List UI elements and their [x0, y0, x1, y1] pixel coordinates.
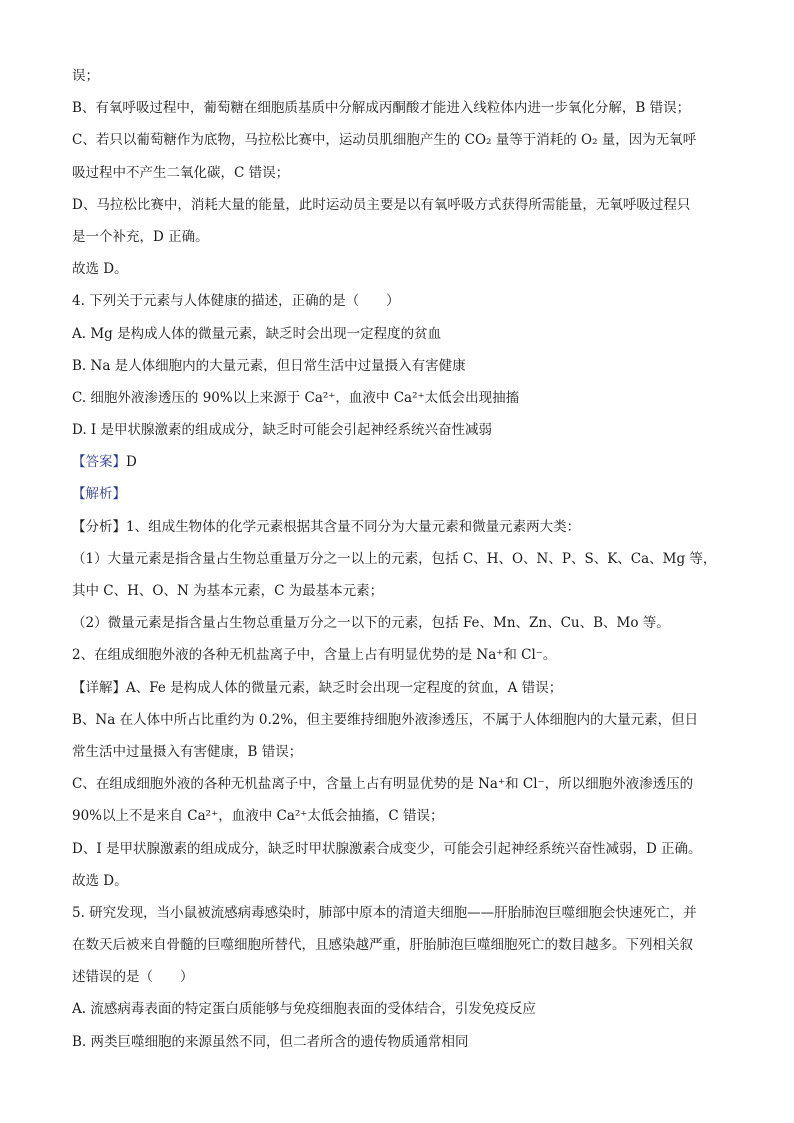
- question-5-stem-line2: 在数天后被来自骨髓的巨噬细胞所替代，且感染越严重，肝胎肺泡巨噬细胞死亡的数目越多。下列相关叙: [72, 937, 693, 954]
- question-5-option-a: A. 流感病毒表面的特定蛋白质能够与免疫细胞表面的受体结合，引发免疫反应: [72, 1001, 536, 1018]
- xiangjie-a: A、Fe 是构成人体的微量元素，缺乏时会出现一定程度的贫血，A 错误；: [126, 679, 563, 696]
- xiangjie-line-a: [72, 672, 722, 704]
- fenxi-line3: 其中 C、H、O、N 为基本元素，C 为最基本元素；: [72, 583, 384, 599]
- prev-option-d-line1: D、马拉松比赛中，消耗大量的能量，此时运动员主要是以有氧呼吸方式获得所需能量，无氧呼吸过程只: [72, 196, 691, 213]
- fenxi-line4: （2）微量元素是指含量占生物总重量万分之一以下的元素，包括 Fe、Mn、Zn、Cu、B、Mo 等。: [72, 615, 670, 632]
- question-4-option-b: B. Na 是人体细胞内的大量元素，但日常生活中过量摄入有害健康: [72, 357, 466, 374]
- xiangjie-b-line1: B、Na 在人体中所占比重约为 0.2%，但主要维持细胞外液渗透压，不属于人体细胞内的大量元素，但日: [72, 711, 699, 728]
- xiangjie-b-line2: 常生活中过量摄入有害健康，B 错误；: [72, 743, 303, 760]
- prev-option-c-line1: C、若只以葡萄糖作为底物，马拉松比赛中，运动员肌细胞产生的 CO₂ 量等于消耗的 O₂ 量，因为无氧呼: [72, 132, 697, 149]
- question-5-option-b: B. 两类巨噬细胞的来源虽然不同，但二者所含的遗传物质通常相同: [72, 1033, 469, 1050]
- prev-option-d-line2: 是一个补充，D 正确。: [72, 228, 209, 245]
- xiangjie-c-line1: C、在组成细胞外液的各种无机盐离子中，含量上占有明显优势的是 Na⁺和 Cl⁻，所以细胞外液渗透压的: [72, 776, 694, 793]
- document-page: [72, 60, 722, 1058]
- question-5-stem-line1: 5. 研究发现，当小鼠被流感病毒感染时，肺部中原本的清道夫细胞——肝胎肺泡巨噬细胞会快速死亡，并: [72, 904, 697, 921]
- prev-option-c-line2: 吸过程中不产生二氧化碳，C 错误；: [72, 164, 290, 181]
- analysis-tag: 【解析】: [72, 486, 126, 503]
- question-5-stem-line3: 述错误的是（ ）: [72, 969, 194, 986]
- xiangjie-d: D、I 是甲状腺激素的组成成分，缺乏时甲状腺激素合成变少，可能会引起神经系统兴奋性减弱，D 正确。: [72, 840, 702, 857]
- answer-line: [72, 446, 722, 478]
- question-4-stem: 4. 下列关于元素与人体健康的描述，正确的是（ ）: [72, 293, 400, 310]
- question-4-option-c: C. 细胞外液渗透压的 90%以上来源于 Ca²⁺，血液中 Ca²⁺太低会出现抽搐: [72, 389, 520, 406]
- question-4-option-d: D. I 是甲状腺激素的组成成分，缺乏时可能会引起神经系统兴奋性减弱: [72, 422, 493, 439]
- prev-option-a-tail: 误；: [72, 68, 99, 84]
- xiangjie-tag: 【详解】: [72, 679, 126, 696]
- prev-conclusion: 故选 D。: [72, 261, 128, 278]
- fenxi-text1: 1、组成生物体的化学元素根据其含量不同分为大量元素和微量元素两大类：: [126, 518, 581, 535]
- fenxi-line1: [72, 511, 722, 543]
- analysis-line: [72, 478, 722, 510]
- xiangjie-c-line2: 90%以上不是来自 Ca²⁺，血液中 Ca²⁺太低会抽搐，C 错误；: [72, 808, 444, 825]
- question-4-option-a: A. Mg 是构成人体的微量元素，缺乏时会出现一定程度的贫血: [72, 325, 442, 342]
- question-4-conclusion: 故选 D。: [72, 872, 128, 889]
- fenxi-tag: 【分析】: [72, 518, 126, 535]
- answer-value: D: [126, 454, 137, 471]
- prev-option-b: B、有氧呼吸过程中，葡萄糖在细胞质基质中分解成丙酮酸才能进入线粒体内进一步氧化分解，B 错误；: [72, 100, 691, 117]
- fenxi-line2: （1）大量元素是指含量占生物总重量万分之一以上的元素，包括 C、H、O、N、P、S、K、Ca、Mg 等，: [72, 550, 717, 567]
- fenxi-line5: 2、在组成细胞外液的各种无机盐离子中，含量上占有明显优势的是 Na⁺和 Cl⁻。: [72, 647, 557, 664]
- answer-tag: 【答案】: [72, 454, 126, 471]
